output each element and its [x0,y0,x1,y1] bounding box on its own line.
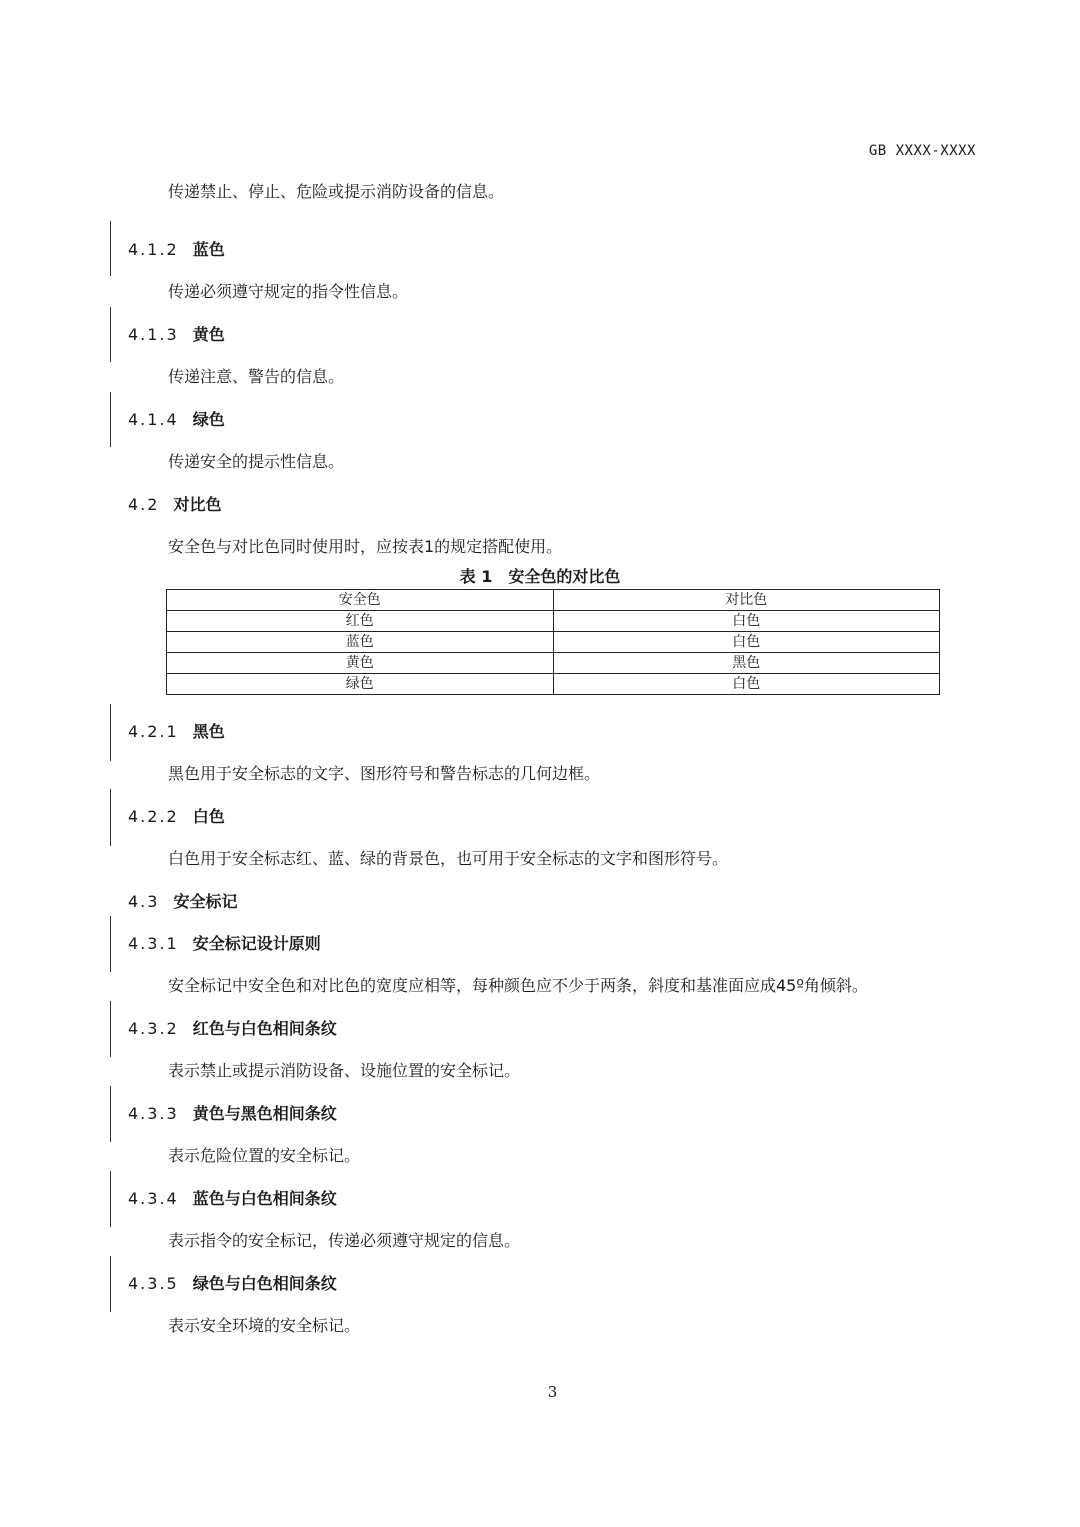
heading-4-3-2: 4.3.2 红色与白色相间条纹 [128,1019,337,1038]
heading-4-1-4: 4.1.4 绿色 [128,410,225,429]
revision-bar [110,392,111,447]
table-row [167,632,940,653]
table-cell: 白色 [553,611,940,632]
table-cell: 红色 [167,611,554,632]
table-cell: 白色 [553,632,940,653]
table-header-cell: 对比色 [553,590,940,611]
table-cell: 黑色 [553,653,940,674]
revision-bar [110,1086,111,1142]
table-cell: 白色 [553,674,940,695]
table-cell: 蓝色 [167,632,554,653]
revision-bar [110,1171,111,1227]
contrast-color-table [166,589,940,695]
paragraph: 表示危险位置的安全标记。 [168,1146,361,1165]
paragraph: 表示安全环境的安全标记。 [168,1316,361,1335]
table-header-row [167,590,940,611]
heading-4-3-3: 4.3.3 黄色与黑色相间条纹 [128,1104,337,1123]
table-cell: 黄色 [167,653,554,674]
revision-bar [110,916,111,972]
standard-code: GB XXXX-XXXX [868,143,976,159]
heading-4-2: 4.2 对比色 [128,495,222,514]
revision-bar [110,221,111,276]
paragraph: 安全色与对比色同时使用时，应按表1的规定搭配使用。 [168,537,563,556]
paragraph: 安全标记中安全色和对比色的宽度应相等，每种颜色应不少于两条，斜度和基准面应成45º角倾斜。 [168,976,868,995]
revision-bar [110,1001,111,1057]
revision-bar [110,1256,111,1312]
paragraph: 传递禁止、停止、危险或提示消防设备的信息。 [168,182,505,201]
heading-4-1-2: 4.1.2 蓝色 [128,240,225,259]
paragraph: 传递注意、警告的信息。 [168,367,345,386]
revision-bar [110,307,111,362]
page-number: 3 [547,1383,558,1401]
paragraph: 传递安全的提示性信息。 [168,452,345,471]
table-row [167,653,940,674]
heading-4-2-2: 4.2.2 白色 [128,807,225,826]
paragraph: 表示禁止或提示消防设备、设施位置的安全标记。 [168,1061,521,1080]
heading-4-3: 4.3 安全标记 [128,892,238,911]
heading-4-3-4: 4.3.4 蓝色与白色相间条纹 [128,1189,337,1208]
revision-bar [110,704,111,761]
table-row [167,611,940,632]
revision-bar [110,789,111,846]
paragraph: 黑色用于安全标志的文字、图形符号和警告标志的几何边框。 [168,764,601,783]
table-header-cell: 安全色 [167,590,554,611]
paragraph: 表示指令的安全标记，传递必须遵守规定的信息。 [168,1231,521,1250]
table-title: 表 1 安全色的对比色 [459,567,621,586]
paragraph: 传递必须遵守规定的指令性信息。 [168,282,409,301]
heading-4-3-1: 4.3.1 安全标记设计原则 [128,934,321,953]
heading-4-3-5: 4.3.5 绿色与白色相间条纹 [128,1274,337,1293]
heading-4-1-3: 4.1.3 黄色 [128,325,225,344]
paragraph: 白色用于安全标志红、蓝、绿的背景色，也可用于安全标志的文字和图形符号。 [168,849,729,868]
table-row [167,674,940,695]
heading-4-2-1: 4.2.1 黑色 [128,722,225,741]
table-cell: 绿色 [167,674,554,695]
